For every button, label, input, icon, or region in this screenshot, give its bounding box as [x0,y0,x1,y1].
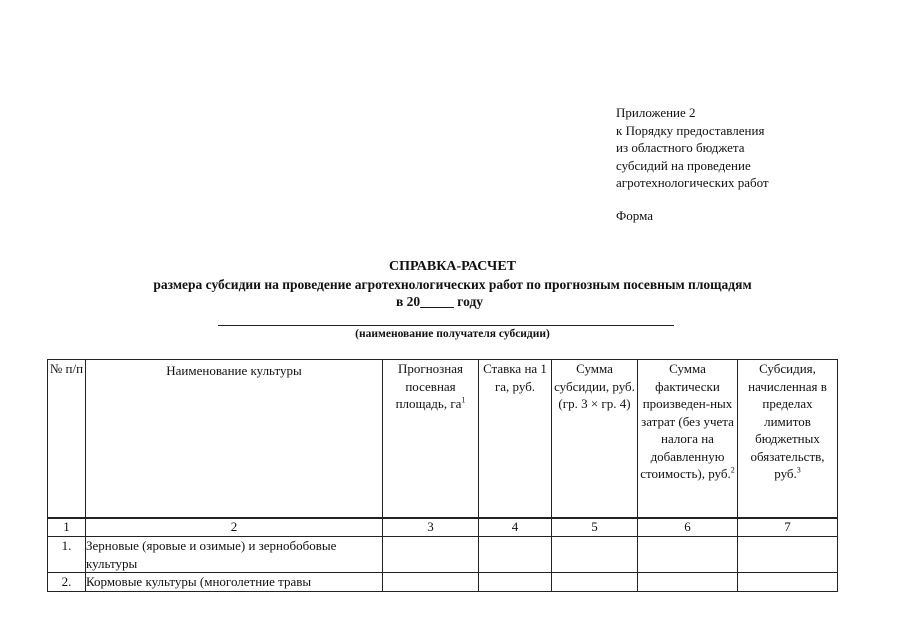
header-cell-subsidy-sum: Сумма субсидии, руб. (гр. 3 × гр. 4) [552,360,638,519]
header-cell-number: № п/п [48,360,86,519]
form-label: Форма [616,208,653,223]
column-number: 7 [738,518,838,537]
empty-cell [479,573,552,592]
column-number: 5 [552,518,638,537]
empty-cell [738,537,838,573]
table-header-row [48,360,838,519]
row-number: 1. [48,537,86,573]
empty-cell [638,537,738,573]
table-row [48,573,838,592]
empty-cell [479,537,552,573]
empty-cell [552,537,638,573]
empty-cell [552,573,638,592]
crop-name: Кормовые культуры (многолетние травы [86,573,383,592]
empty-cell [383,573,479,592]
document-subtitle: размера субсидии на проведение агротехнологических работ по прогнозным посевным площадям [153,277,752,292]
appendix-line: субсидий на проведение [616,157,751,173]
header-cell-accrued-subsidy: Субсидия, начисленная в пределах лимитов бюджетных обязательств, руб.$^3$ [738,360,838,519]
column-number: 2 [86,518,383,537]
column-number: 3 [383,518,479,537]
calculation-table [47,359,838,592]
year-line: в 20_____ году [396,294,484,309]
document-title: СПРАВКА-РАСЧЕТ [388,259,517,274]
appendix-line: Приложение 2 [616,105,696,120]
recipient-caption: (наименование получателя субсидии) [355,328,550,340]
row-number: 2. [48,573,86,592]
empty-cell [738,573,838,592]
recipient-fill-line [218,325,674,326]
header-cell-rate: Ставка на 1 га, руб. [479,360,552,519]
crop-name: Зерновые (яровые и озимые) и зернобобовые культуры [86,537,383,573]
appendix-block [616,104,769,192]
column-number: 6 [638,518,738,537]
table-row [48,537,838,573]
appendix-line: из областного бюджета [616,140,745,155]
empty-cell [638,573,738,592]
column-number-row [48,518,838,537]
appendix-line: агротехнологических работ [616,175,769,190]
column-number: 1 [48,518,86,537]
header-cell-actual-costs: Сумма фактически произведен-ных затрат (без учета налога на добавленную стоимость), руб.$^2$ [638,360,738,519]
empty-cell [383,537,479,573]
header-cell-forecast-area: Прогнозная посевная площадь, $га^1$ [383,360,479,519]
header-cell-crop-name: Наименование культуры [86,360,383,519]
appendix-line: к Порядку предоставления [616,122,765,138]
column-number: 4 [479,518,552,537]
